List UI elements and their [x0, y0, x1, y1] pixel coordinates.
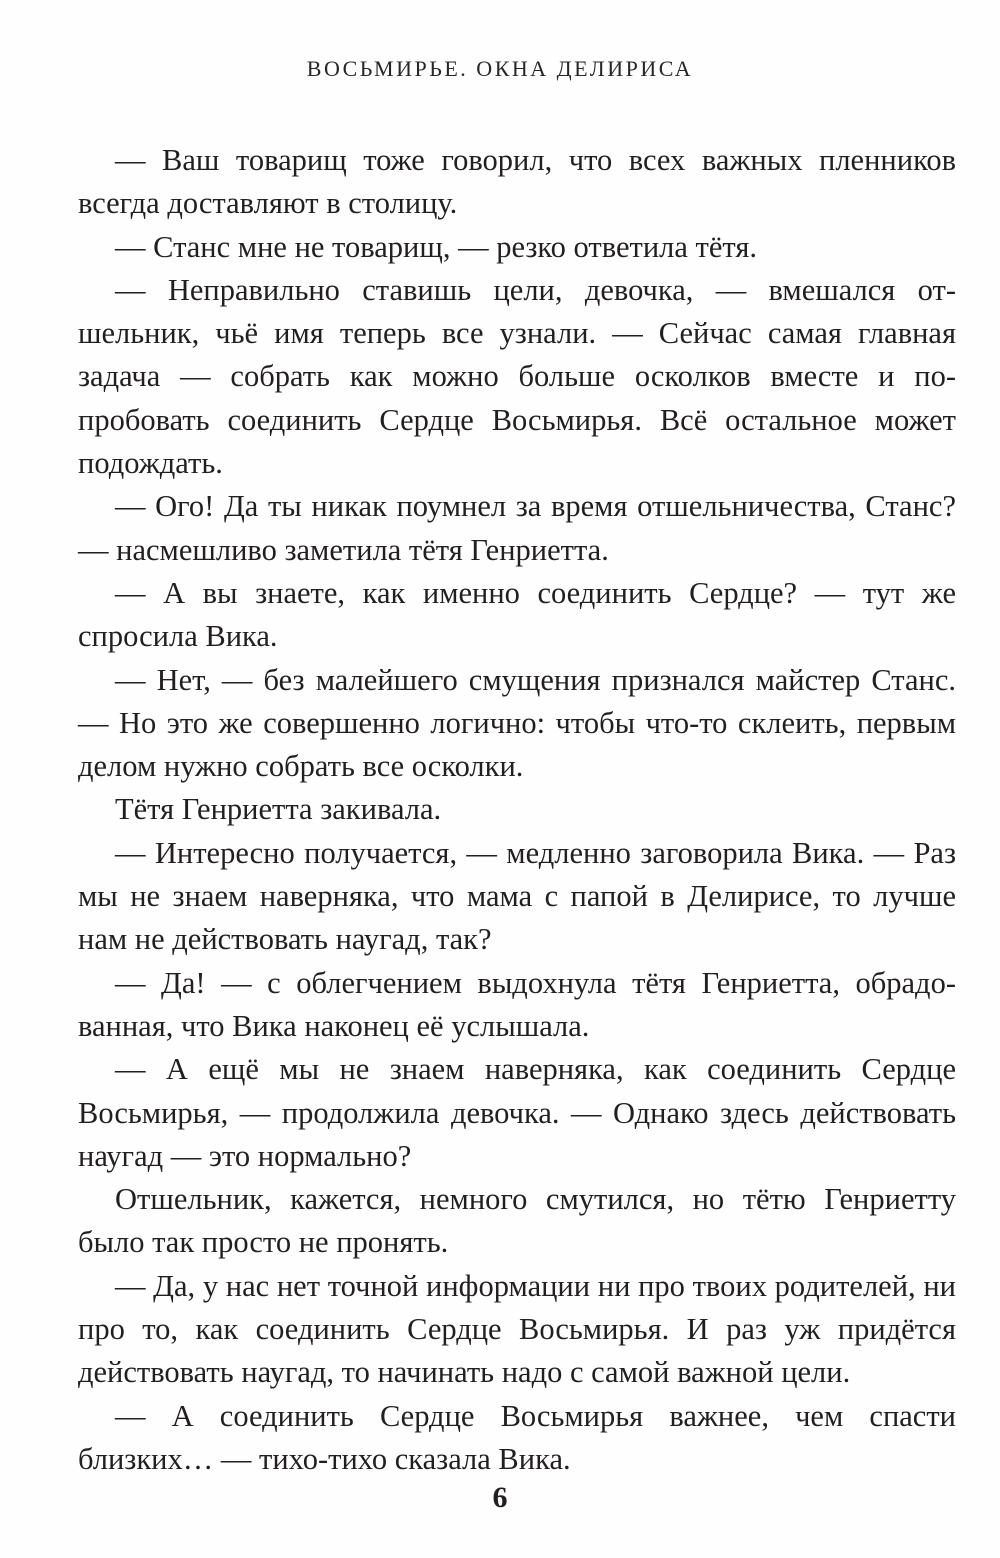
paragraph: — А соединить Сердце Восьмирья важнее, чем спасти близких… — тихо-тихо сказала Вика. — [78, 1398, 956, 1476]
paragraph: — А ещё мы не знаем наверняка, как соединить Сердце Восьмирья, — продолжила девочка. — Однако здесь действовать наугад — это нормально? — [78, 1052, 956, 1173]
body-text — [78, 139, 956, 1481]
paragraph: Отшельник, кажется, немного смутился, но тётю Генриетту было так просто не пронять. — [78, 1182, 956, 1260]
paragraph: — Ого! Да ты никак поумнел за время отшельничества, Станс? — насмешливо заметила тётя Генриетта. — [78, 489, 956, 567]
paragraph: Тётя Генриетта закивала. — [115, 792, 442, 827]
paragraph: — Да! — с облегчением выдохнула тётя Генриетта, обрадованная, что Вика наконец её услышала. — [78, 965, 956, 1043]
paragraph: — Ваш товарищ тоже говорил, что всех важных пленников всегда доставляют в столицу. — [78, 143, 956, 221]
paragraph: — Станс мне не товарищ, — резко ответила тётя. — [115, 229, 757, 264]
paragraph: — Да, у нас нет точной информации ни про твоих родителей, ни про то, как соединить Сердце Восьмирья. И раз уж придётся действовать наугад, то начинать надо с самой важной цели. — [78, 1268, 956, 1390]
paragraph: — Нет, — без малейшего смущения признался майстер Станс. — Но это же совершенно логично: чтобы что-то склеить, первым делом нужно собрать все осколки. — [78, 662, 956, 784]
page-number: 6 — [492, 1481, 508, 1514]
running-head: ВОСЬМИРЬЕ. ОКНА ДЕЛИРИСА — [306, 56, 694, 81]
paragraph: — А вы знаете, как именно соединить Сердце? — тут же спросила Вика. — [78, 575, 956, 654]
paragraph: — Интересно получается, — медленно заговорила Вика. — Раз мы не знаем наверняка, что мама с папой в Делирисе, то лучше нам не действовать наугад, так? — [78, 835, 956, 957]
paragraph: — Неправильно ставишь цели, девочка, — вмешался отшельник, чьё имя теперь все узнали. — Сейчас самая главная задача — собрать как можно больше осколков вместе и попробовать соединить Сердце Восьмирья. Всё остальное может подождать. — [78, 272, 956, 481]
